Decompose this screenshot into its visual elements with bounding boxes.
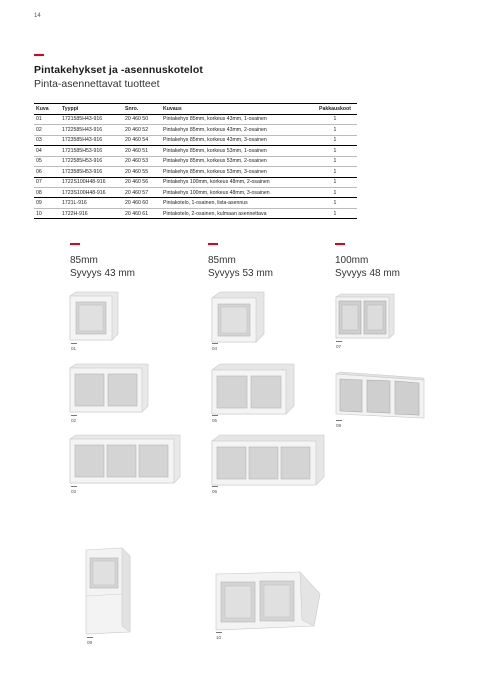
column-depth: Syvyys 48 mm (335, 268, 401, 279)
cell-kuva: 05 (34, 156, 60, 166)
cell-kuva: 06 (34, 167, 60, 177)
header-tyyppi: Tyyppi (60, 104, 123, 115)
product-image-07 (334, 292, 396, 340)
product-table (34, 103, 357, 219)
product-image-03 (68, 433, 182, 485)
column-size: 85mm (70, 255, 98, 266)
cell-kuva: 08 (34, 187, 60, 197)
table-header-row (34, 104, 357, 115)
cell-pakkauskoot: 1 (313, 114, 357, 124)
table-row (34, 125, 357, 135)
cell-kuva: 01 (34, 114, 60, 124)
table-row (34, 198, 357, 208)
cell-kuva: 04 (34, 146, 60, 156)
cell-kuvaus: Pintakehys 100mm, korkeus 48mm, 2-osainen (161, 177, 313, 187)
column-accent-line (70, 243, 80, 245)
cell-pakkauskoot: 1 (313, 135, 357, 145)
product-image-09 (82, 546, 134, 636)
cell-snro: 20 460 54 (123, 135, 161, 145)
product-label-02: 02 (71, 415, 77, 423)
cell-pakkauskoot: 1 (313, 187, 357, 197)
cell-snro: 20 460 53 (123, 156, 161, 166)
cell-kuva: 09 (34, 198, 60, 208)
product-image-08 (334, 370, 426, 422)
header-kuva: Kuva (34, 104, 60, 115)
product-label-07: 07 (336, 341, 342, 349)
cell-tyyppi: 1722S100H48-916 (60, 177, 123, 187)
column-accent-line (335, 243, 345, 245)
cell-tyyppi: 1723S100H48-916 (60, 187, 123, 197)
cell-snro: 20 460 60 (123, 198, 161, 208)
product-image-06 (210, 433, 326, 487)
product-label-08: 08 (336, 420, 342, 428)
cell-pakkauskoot: 1 (313, 208, 357, 218)
cell-snro: 20 460 55 (123, 167, 161, 177)
cell-snro: 20 460 51 (123, 146, 161, 156)
product-image-02 (68, 362, 150, 414)
column-size: 100mm (335, 255, 369, 266)
section-title: Pintakehykset ja -asennuskotelot (34, 64, 203, 76)
cell-tyyppi: 1722585H53-916 (60, 156, 123, 166)
cell-kuva: 02 (34, 125, 60, 135)
product-image-10 (214, 568, 322, 632)
cell-snro: 20 460 57 (123, 187, 161, 197)
table-row (34, 187, 357, 197)
cell-tyyppi: 1721L-916 (60, 198, 123, 208)
product-label-05: 05 (212, 415, 218, 423)
cell-snro: 20 460 56 (123, 177, 161, 187)
cell-snro: 20 460 50 (123, 114, 161, 124)
cell-kuvaus: Pintakehys 100mm, korkeus 48mm, 3-osainen (161, 187, 313, 197)
cell-kuva: 07 (34, 177, 60, 187)
cell-kuvaus: Pintakotelo, 2-osainen, kulmaan asennettava (161, 208, 313, 218)
table-row (34, 146, 357, 156)
cell-snro: 20 460 61 (123, 208, 161, 218)
product-label-09: 09 (87, 637, 93, 645)
header-kuvaus: Kuvaus (161, 104, 313, 115)
header-snro: Snro. (123, 104, 161, 115)
product-label-04: 04 (212, 343, 218, 351)
column-heading-1 (70, 254, 135, 280)
product-label-01: 01 (71, 343, 77, 351)
table-row (34, 156, 357, 166)
title-accent-line (34, 54, 44, 56)
column-heading-3 (335, 254, 400, 280)
cell-pakkauskoot: 1 (313, 177, 357, 187)
table-row (34, 167, 357, 177)
cell-pakkauskoot: 1 (313, 146, 357, 156)
table-row (34, 208, 357, 218)
product-label-03: 03 (71, 486, 77, 494)
cell-kuvaus: Pintakehys 85mm, korkeus 43mm, 2-osainen (161, 125, 313, 135)
cell-tyyppi: 1721585H53-916 (60, 146, 123, 156)
product-image-04 (210, 290, 266, 344)
cell-pakkauskoot: 1 (313, 167, 357, 177)
table-row (34, 114, 357, 124)
table-row (34, 177, 357, 187)
column-depth: Syvyys 53 mm (208, 268, 274, 279)
cell-kuvaus: Pintakehys 85mm, korkeus 53mm, 3-osainen (161, 167, 313, 177)
column-heading-2 (208, 254, 273, 280)
cell-pakkauskoot: 1 (313, 198, 357, 208)
cell-tyyppi: 1723585H53-916 (60, 167, 123, 177)
cell-kuvaus: Pintakehys 85mm, korkeus 53mm, 2-osainen (161, 156, 313, 166)
cell-kuva: 03 (34, 135, 60, 145)
column-accent-line (208, 243, 218, 245)
section-subtitle: Pinta-asennettavat tuotteet (34, 78, 160, 90)
cell-tyyppi: 1723585H43-916 (60, 135, 123, 145)
table-row (34, 135, 357, 145)
cell-pakkauskoot: 1 (313, 125, 357, 135)
cell-tyyppi: 1721585H43-916 (60, 114, 123, 124)
cell-kuvaus: Pintakehys 85mm, korkeus 43mm, 1-osainen (161, 114, 313, 124)
cell-kuvaus: Pintakotelo, 1-osainen, lista-asennus (161, 198, 313, 208)
cell-tyyppi: 1722H-916 (60, 208, 123, 218)
product-image-01 (68, 290, 120, 342)
cell-kuvaus: Pintakehys 85mm, korkeus 53mm, 1-osainen (161, 146, 313, 156)
column-size: 85mm (208, 255, 236, 266)
cell-tyyppi: 1722585H43-916 (60, 125, 123, 135)
cell-kuva: 10 (34, 208, 60, 218)
cell-kuvaus: Pintakehys 85mm, korkeus 43mm, 3-osainen (161, 135, 313, 145)
page-number: 14 (34, 13, 41, 19)
product-image-05 (210, 362, 296, 416)
cell-snro: 20 460 52 (123, 125, 161, 135)
product-label-10: 10 (216, 632, 222, 640)
cell-pakkauskoot: 1 (313, 156, 357, 166)
column-depth: Syvyys 43 mm (70, 268, 136, 279)
product-label-06: 06 (212, 486, 218, 494)
header-pakkauskoot: Pakkauskoot (313, 104, 357, 115)
